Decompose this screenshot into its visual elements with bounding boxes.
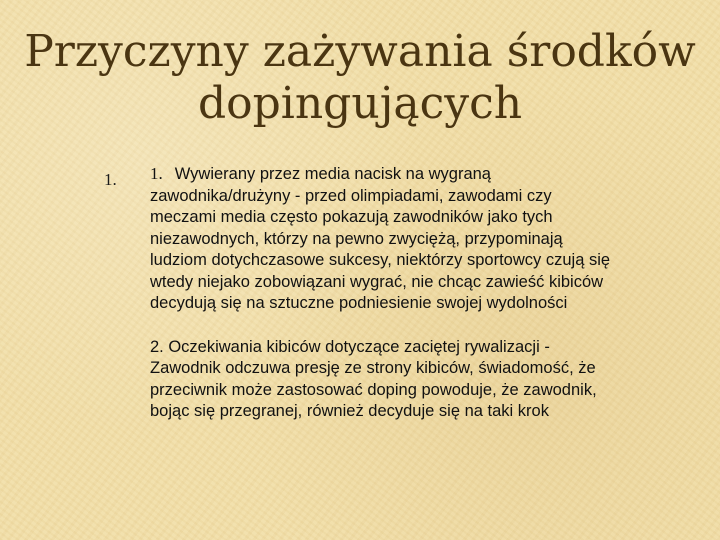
list-item-text: Wywierany przez media nacisk na wygraną zawodnika/drużyny - przed olimpiadami, zawodami czy meczami media często pokazują zawodników jako tych niezawodnych, którzy na pewno zwyciężą, przypominają ludziom dotychczasowe sukcesy, niektórzy sportowcy czują się wtedy niejako zobowiązani wygrać, nie chcąc zawieść kibiców decydują się na sztuczne podniesienie swojej wydolności — [150, 165, 611, 312]
list-item-number: 1. — [150, 164, 163, 183]
content-body — [150, 163, 620, 423]
list-item — [150, 337, 620, 423]
slide-title-line-1: Przyczyny zażywania środków — [24, 26, 696, 77]
slide-title — [0, 26, 720, 130]
list-number: 1. — [104, 170, 117, 189]
list-item — [150, 163, 620, 315]
list-item-text: 2. Oczekiwania kibiców dotyczące zaciętej rywalizacji - Zawodnik odczuwa presję ze strony kibiców, świadomość, że przeciwnik może zastosować doping powoduje, że zawodnik, bojąc się przegranej, również decyduje się na taki krok — [150, 337, 597, 420]
slide-title-line-2: dopingujących — [197, 78, 523, 129]
